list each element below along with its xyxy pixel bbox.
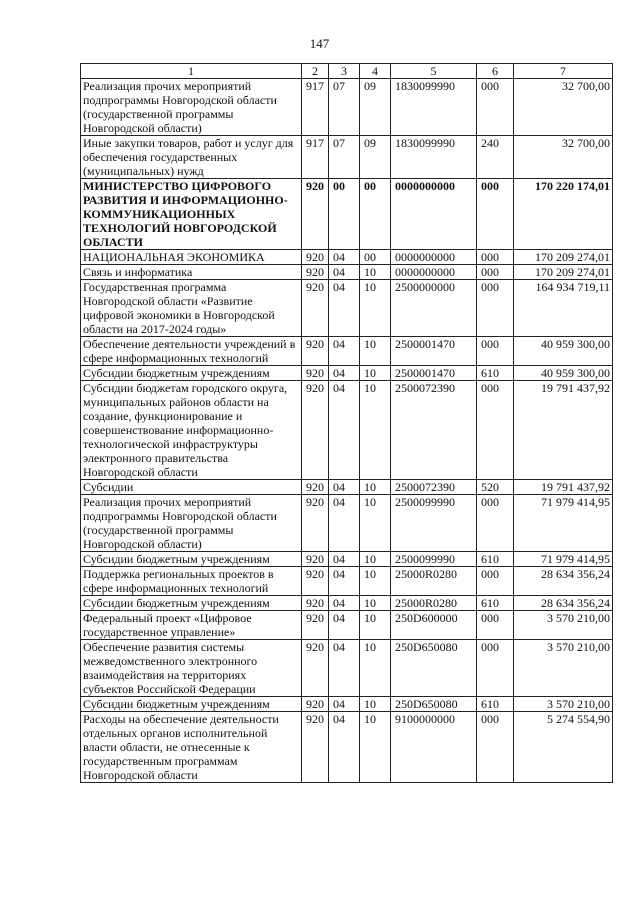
ministry-code-cell: 920	[302, 495, 329, 552]
amount-cell: 170 209 274,01	[514, 250, 613, 265]
ministry-code-cell: 920	[302, 366, 329, 381]
row-name-cell: Субсидии бюджетным учреждениям	[81, 366, 302, 381]
amount-cell: 40 959 300,00	[514, 337, 613, 366]
section-code-cell: 07	[329, 79, 360, 136]
expense-type-cell: 000	[477, 712, 514, 783]
section-code-cell: 04	[329, 712, 360, 783]
ministry-code-cell: 920	[302, 250, 329, 265]
expense-type-cell: 610	[477, 596, 514, 611]
target-code-cell: 1830099990	[391, 79, 477, 136]
expense-type-cell: 000	[477, 79, 514, 136]
subsection-code-cell: 00	[360, 179, 391, 250]
table-row	[81, 337, 613, 366]
section-code-cell: 04	[329, 596, 360, 611]
table-row	[81, 280, 613, 337]
table-row	[81, 366, 613, 381]
amount-cell: 32 700,00	[514, 136, 613, 179]
target-code-cell: 1830099990	[391, 136, 477, 179]
subsection-code-cell: 00	[360, 250, 391, 265]
subsection-code-cell: 10	[360, 480, 391, 495]
expense-type-cell: 000	[477, 611, 514, 640]
ministry-code-cell: 917	[302, 79, 329, 136]
amount-cell: 170 209 274,01	[514, 265, 613, 280]
row-name-cell: Реализация прочих мероприятий подпрограммы Новгородской области (государственной программы Новгородской области)	[81, 495, 302, 552]
row-name-cell: Субсидии	[81, 480, 302, 495]
table-row	[81, 480, 613, 495]
table-row	[81, 567, 613, 596]
header-cell: 7	[514, 64, 613, 79]
subsection-code-cell: 10	[360, 366, 391, 381]
section-code-cell: 04	[329, 250, 360, 265]
table-row	[81, 640, 613, 697]
expense-type-cell: 610	[477, 552, 514, 567]
row-name-cell: Субсидии бюджетам городского округа, муниципальных районов области на создание, функционирование и совершенствование информационно-технологической инфраструктуры электронного правительства Новгородской области	[81, 381, 302, 480]
row-name-cell: Субсидии бюджетным учреждениям	[81, 552, 302, 567]
amount-cell: 170 220 174,01	[514, 179, 613, 250]
amount-cell: 32 700,00	[514, 79, 613, 136]
target-code-cell: 2500001470	[391, 337, 477, 366]
expense-type-cell: 520	[477, 480, 514, 495]
table-row	[81, 265, 613, 280]
row-name-cell: Расходы на обеспечение деятельности отдельных органов исполнительной власти области, не отнесенные к государственным программам Новгородской области	[81, 712, 302, 783]
budget-table	[80, 63, 613, 783]
table-row	[81, 712, 613, 783]
section-code-cell: 00	[329, 179, 360, 250]
ministry-code-cell: 920	[302, 552, 329, 567]
ministry-code-cell: 920	[302, 712, 329, 783]
amount-cell: 71 979 414,95	[514, 495, 613, 552]
ministry-code-cell: 920	[302, 381, 329, 480]
section-code-cell: 04	[329, 495, 360, 552]
section-code-cell: 04	[329, 280, 360, 337]
table-row	[81, 495, 613, 552]
expense-type-cell: 000	[477, 640, 514, 697]
expense-type-cell: 000	[477, 280, 514, 337]
ministry-code-cell: 920	[302, 179, 329, 250]
table-row	[81, 552, 613, 567]
subsection-code-cell: 10	[360, 712, 391, 783]
subsection-code-cell: 10	[360, 640, 391, 697]
amount-cell: 28 634 356,24	[514, 567, 613, 596]
row-name-cell: Связь и информатика	[81, 265, 302, 280]
header-cell: 5	[391, 64, 477, 79]
section-code-cell: 04	[329, 381, 360, 480]
amount-cell: 71 979 414,95	[514, 552, 613, 567]
row-name-cell: Поддержка региональных проектов в сфере информационных технологий	[81, 567, 302, 596]
table-row	[81, 611, 613, 640]
ministry-code-cell: 920	[302, 697, 329, 712]
table-row	[81, 381, 613, 480]
section-code-cell: 04	[329, 265, 360, 280]
amount-cell: 164 934 719,11	[514, 280, 613, 337]
subsection-code-cell: 09	[360, 136, 391, 179]
expense-type-cell: 000	[477, 567, 514, 596]
target-code-cell: 0000000000	[391, 250, 477, 265]
table-row	[81, 179, 613, 250]
row-name-cell: Субсидии бюджетным учреждениям	[81, 697, 302, 712]
subsection-code-cell: 10	[360, 495, 391, 552]
subsection-code-cell: 10	[360, 596, 391, 611]
expense-type-cell: 000	[477, 265, 514, 280]
table-row	[81, 79, 613, 136]
table-row	[81, 697, 613, 712]
ministry-code-cell: 920	[302, 480, 329, 495]
table-row	[81, 250, 613, 265]
target-code-cell: 0000000000	[391, 179, 477, 250]
target-code-cell: 2500072390	[391, 381, 477, 480]
subsection-code-cell: 10	[360, 337, 391, 366]
header-cell: 1	[81, 64, 302, 79]
row-name-cell: Федеральный проект «Цифровое государственное управление»	[81, 611, 302, 640]
section-code-cell: 04	[329, 611, 360, 640]
expense-type-cell: 610	[477, 697, 514, 712]
section-code-cell: 04	[329, 366, 360, 381]
amount-cell: 5 274 554,90	[514, 712, 613, 783]
subsection-code-cell: 10	[360, 381, 391, 480]
subsection-code-cell: 10	[360, 611, 391, 640]
row-name-cell: Реализация прочих мероприятий подпрограммы Новгородской области (государственной программы Новгородской области)	[81, 79, 302, 136]
row-name-cell: Иные закупки товаров, работ и услуг для обеспечения государственных (муниципальных) нужд	[81, 136, 302, 179]
amount-cell: 19 791 437,92	[514, 381, 613, 480]
header-cell: 2	[302, 64, 329, 79]
target-code-cell: 250D600000	[391, 611, 477, 640]
row-name-cell: Обеспечение развития системы межведомственного электронного взаимодействия на территориях субъектов Российской Федерации	[81, 640, 302, 697]
expense-type-cell: 240	[477, 136, 514, 179]
section-code-cell: 04	[329, 552, 360, 567]
subsection-code-cell: 10	[360, 567, 391, 596]
section-code-cell: 04	[329, 640, 360, 697]
expense-type-cell: 000	[477, 250, 514, 265]
subsection-code-cell: 10	[360, 697, 391, 712]
table-header-row	[81, 64, 613, 79]
amount-cell: 3 570 210,00	[514, 640, 613, 697]
section-code-cell: 04	[329, 337, 360, 366]
section-code-cell: 07	[329, 136, 360, 179]
ministry-code-cell: 920	[302, 596, 329, 611]
target-code-cell: 2500099990	[391, 495, 477, 552]
target-code-cell: 2500072390	[391, 480, 477, 495]
expense-type-cell: 610	[477, 366, 514, 381]
section-code-cell: 04	[329, 480, 360, 495]
subsection-code-cell: 09	[360, 79, 391, 136]
target-code-cell: 2500000000	[391, 280, 477, 337]
target-code-cell: 250D650080	[391, 697, 477, 712]
ministry-code-cell: 920	[302, 337, 329, 366]
target-code-cell: 2500099990	[391, 552, 477, 567]
ministry-code-cell: 920	[302, 265, 329, 280]
target-code-cell: 2500001470	[391, 366, 477, 381]
target-code-cell: 250D650080	[391, 640, 477, 697]
target-code-cell: 25000R0280	[391, 567, 477, 596]
section-code-cell: 04	[329, 697, 360, 712]
amount-cell: 40 959 300,00	[514, 366, 613, 381]
amount-cell: 3 570 210,00	[514, 697, 613, 712]
subsection-code-cell: 10	[360, 265, 391, 280]
header-cell: 3	[329, 64, 360, 79]
expense-type-cell: 000	[477, 337, 514, 366]
expense-type-cell: 000	[477, 381, 514, 480]
row-name-cell: НАЦИОНАЛЬНАЯ ЭКОНОМИКА	[81, 250, 302, 265]
ministry-code-cell: 920	[302, 611, 329, 640]
target-code-cell: 25000R0280	[391, 596, 477, 611]
section-code-cell: 04	[329, 567, 360, 596]
ministry-code-cell: 920	[302, 280, 329, 337]
header-cell: 6	[477, 64, 514, 79]
table-row	[81, 596, 613, 611]
row-name-cell: МИНИСТЕРСТВО ЦИФРОВОГО РАЗВИТИЯ И ИНФОРМАЦИОННО-КОММУНИКАЦИОННЫХ ТЕХНОЛОГИЙ НОВГОРОДСКОЙ ОБЛАСТИ	[81, 179, 302, 250]
ministry-code-cell: 920	[302, 640, 329, 697]
target-code-cell: 0000000000	[391, 265, 477, 280]
subsection-code-cell: 10	[360, 552, 391, 567]
ministry-code-cell: 920	[302, 567, 329, 596]
amount-cell: 3 570 210,00	[514, 611, 613, 640]
amount-cell: 19 791 437,92	[514, 480, 613, 495]
subsection-code-cell: 10	[360, 280, 391, 337]
row-name-cell: Субсидии бюджетным учреждениям	[81, 596, 302, 611]
target-code-cell: 9100000000	[391, 712, 477, 783]
header-cell: 4	[360, 64, 391, 79]
expense-type-cell: 000	[477, 179, 514, 250]
ministry-code-cell: 917	[302, 136, 329, 179]
row-name-cell: Государственная программа Новгородской области «Развитие цифровой экономики в Новгородской области на 2017-2024 годы»	[81, 280, 302, 337]
amount-cell: 28 634 356,24	[514, 596, 613, 611]
table-row	[81, 136, 613, 179]
expense-type-cell: 000	[477, 495, 514, 552]
page-number: 147	[309, 36, 330, 51]
row-name-cell: Обеспечение деятельности учреждений в сфере информационных технологий	[81, 337, 302, 366]
